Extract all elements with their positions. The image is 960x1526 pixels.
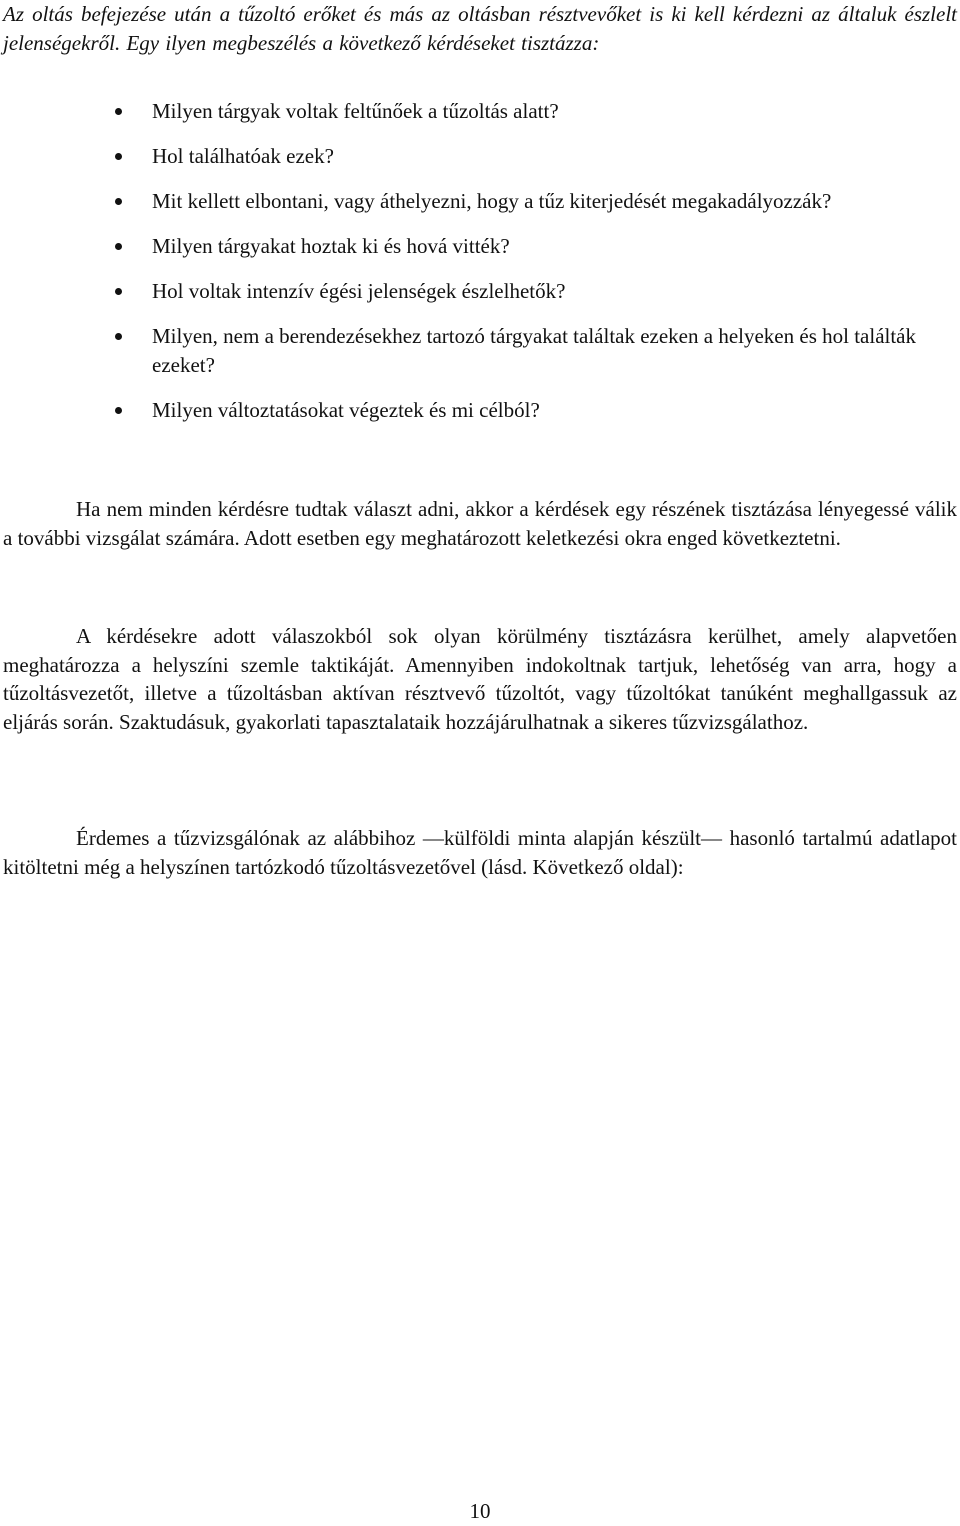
bullet-icon xyxy=(115,153,122,160)
body-paragraph: Ha nem minden kérdésre tudtak választ adni, akkor a kérdések egy részének tisztázása lényegessé válik a további vizsgálat számára. Adott esetben egy meghatározott keletkezési okra enged következtetni. xyxy=(3,497,957,550)
bullet-icon xyxy=(115,243,122,250)
question-text: Milyen tárgyakat hoztak ki és hová vitték? xyxy=(152,234,510,258)
question-text: Milyen változtatásokat végeztek és mi célból? xyxy=(152,398,540,422)
question-list xyxy=(0,97,960,441)
list-item xyxy=(0,97,960,126)
page-number: 10 xyxy=(469,1499,491,1523)
question-text: Hol találhatóak ezek? xyxy=(152,144,334,168)
list-item xyxy=(0,187,960,216)
question-text: Milyen tárgyak voltak feltűnőek a tűzoltás alatt? xyxy=(152,99,559,123)
list-item xyxy=(0,277,960,306)
body-paragraph: Érdemes a tűzvizsgálónak az alábbihoz —külföldi minta alapján készült— hasonló tartalmú adatlapot kitöltetni még a helyszínen tartózkodó tűzoltásvezetővel (lásd. Következő oldal): xyxy=(3,826,957,879)
question-text: Mit kellett elbontani, vagy áthelyezni, hogy a tűz kiterjedését megakadályozzák? xyxy=(152,189,832,213)
intro-paragraph: Az oltás befejezése után a tűzoltó erőket és más az oltásban résztvevőket is ki kell kérdezni az általuk észlelt jelenségekről. Egy ilyen megbeszélés a következő kérdéseket tisztázza: xyxy=(3,2,957,55)
body-paragraph: A kérdésekre adott válaszokból sok olyan körülmény tisztázásra kerülhet, amely alapvetően meghatározza a helyszíni szemle taktikáját. Amennyiben indokoltnak tartjuk, lehetőség van arra, hogy a tűzoltásvezetőt, illetve a tűzoltásban aktívan résztvevő tűzoltót, vagy tűzoltókat tanúként meghallgassuk az eljárás során. Szaktudásuk, gyakorlati tapasztalataik hozzájárulhatnak a sikeres tűzvizsgálathoz. xyxy=(3,624,957,734)
list-item xyxy=(0,396,960,425)
bullet-icon xyxy=(115,333,122,340)
question-text: Hol voltak intenzív égési jelenségek észlelhetők? xyxy=(152,279,566,303)
bullet-icon xyxy=(115,288,122,295)
bullet-icon xyxy=(115,407,122,414)
question-text: Milyen, nem a berendezésekhez tartozó tárgyakat találtak ezeken a helyeken és hol találták ezeket? xyxy=(152,324,916,377)
bullet-icon xyxy=(115,198,122,205)
list-item xyxy=(0,232,960,261)
list-item xyxy=(0,322,960,380)
list-item xyxy=(0,142,960,171)
bullet-icon xyxy=(115,108,122,115)
